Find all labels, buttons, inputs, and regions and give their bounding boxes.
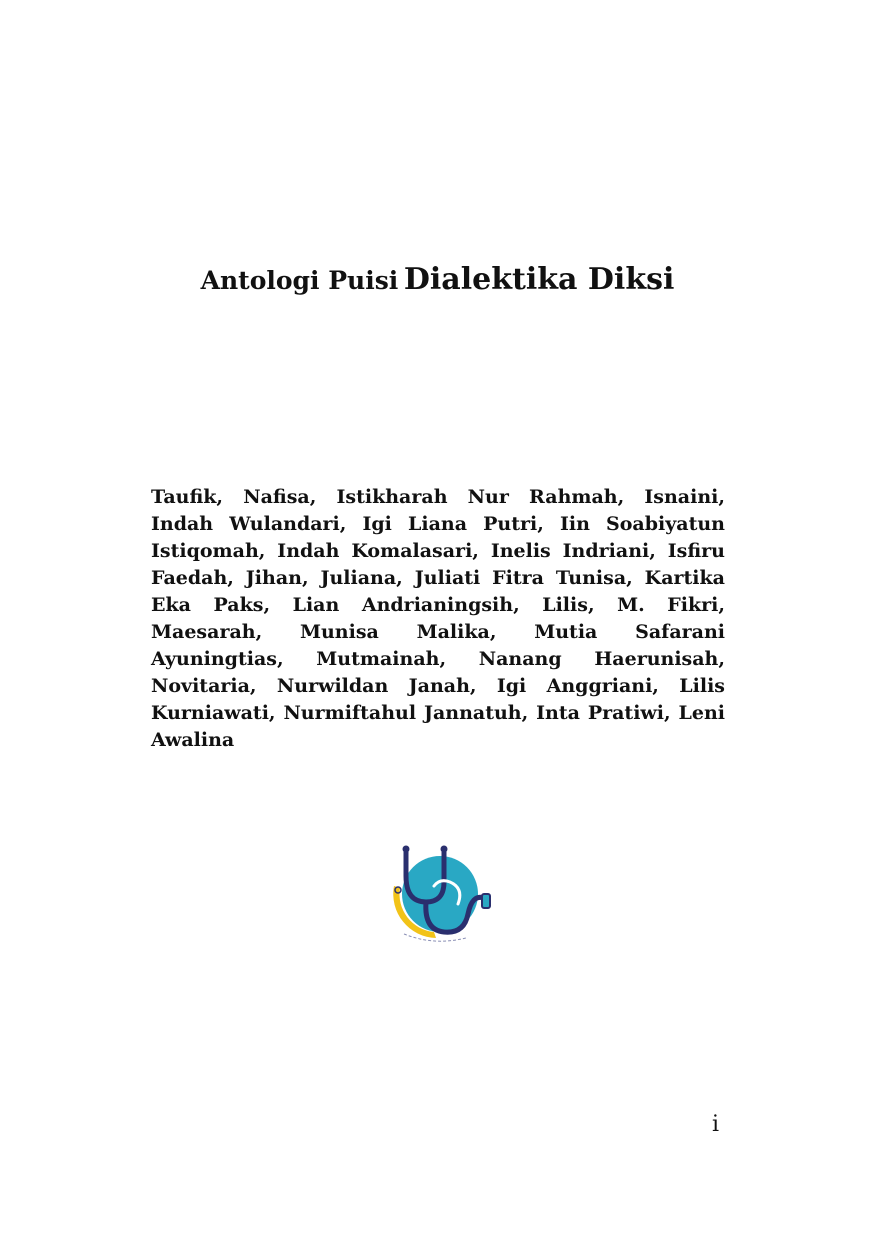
stethoscope-globe-logo-icon — [384, 842, 492, 944]
title-prefix: Antologi Puisi — [200, 266, 399, 295]
page-number: i — [712, 1112, 720, 1137]
author-list: Taufik, Nafisa, Istikharah Nur Rahmah, Isnaini, Indah Wulandari, Igi Liana Putri, Iin Soabiyatun Istiqomah, Indah Komalasari, Inelis Indriani, Isfiru Faedah, Jihan, Juliana, Juliati Fitra Tunisa, Kartika Eka Paks, Lian Andrianingsih, Lilis, M. Fikri, Maesarah, Munisa Malika, Mutia Safarani Ayuningtias, Mutmainah, Nanang Haerunisah, Novitaria, Nurwildan Janah, Igi Anggriani, Lilis Kurniawati, Nurmiftahul Jannatuh, Inta Pratiwi, Leni Awalina — [151, 486, 725, 751]
title-main: Dialektika Diksi — [403, 262, 675, 297]
publisher-logo — [384, 842, 492, 944]
book-title — [0, 262, 875, 297]
